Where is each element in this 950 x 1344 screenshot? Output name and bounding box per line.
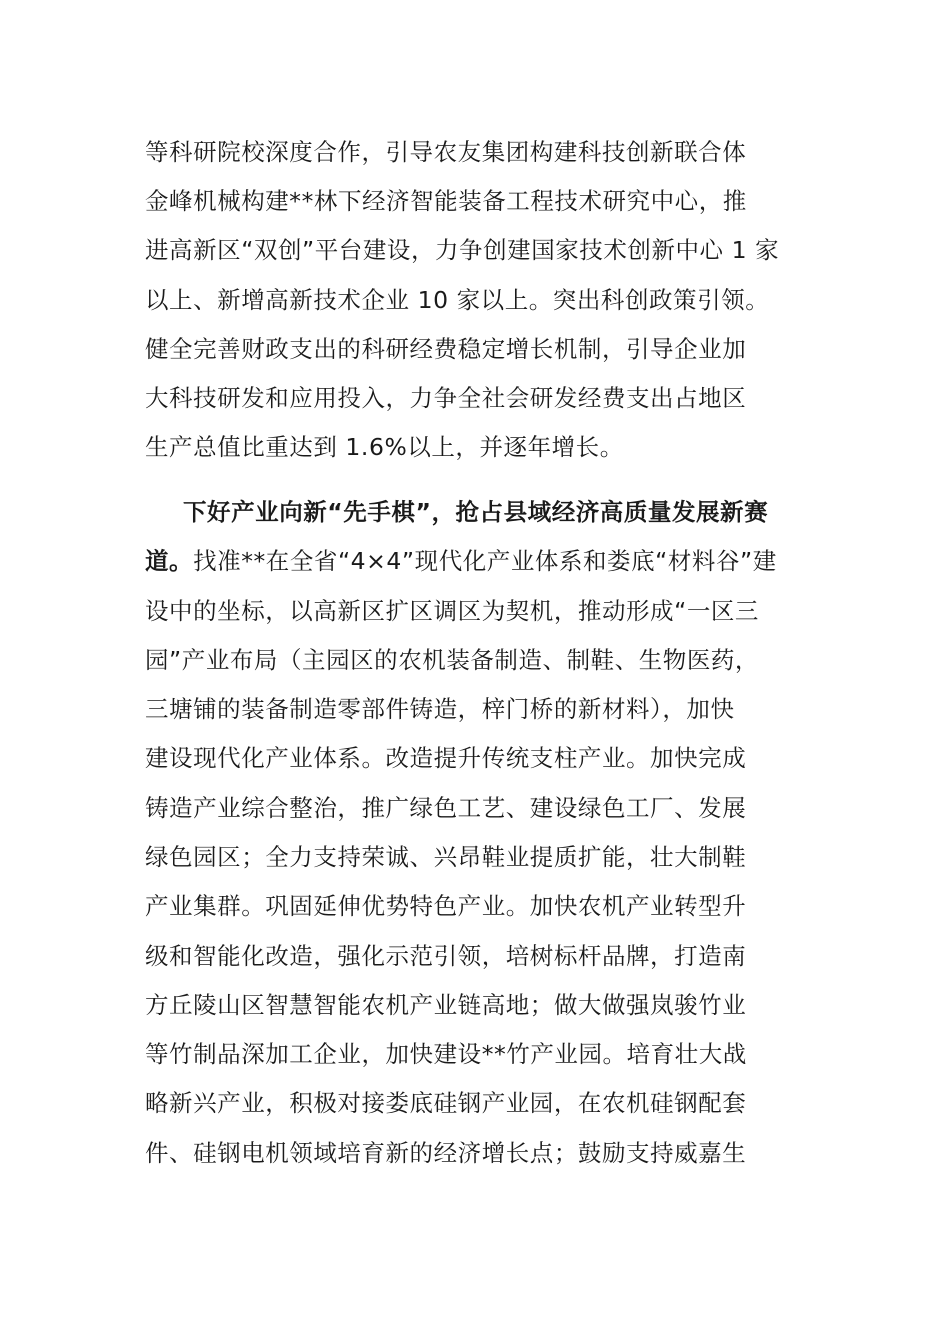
section-heading: 下好产业向新“先手棋”，抢占县域经济高质量发展新赛 (183, 498, 769, 526)
text-line: 金峰机械构建**林下经济智能装备工程技术研究中心，推 (145, 187, 747, 215)
text-line: 略新兴产业，积极对接娄底硅钢产业园，在农机硅钢配套 (145, 1089, 747, 1117)
text-line: 方丘陵山区智慧智能农机产业链高地；做大做强岚骏竹业 (145, 991, 747, 1019)
text-span: 找准**在全省“4×4”现代化产业体系和娄底“材料谷”建 (193, 547, 777, 575)
text-line: 建设现代化产业体系。改造提升传统支柱产业。加快完成 (145, 744, 747, 772)
text-line: 进高新区“双创”平台建设，力争创建国家技术创新中心 1 家 (145, 236, 780, 264)
text-line: 以上、新增高新技术企业 10 家以上。突出科创政策引领。 (145, 286, 770, 314)
section-heading-end: 道。 (145, 547, 194, 575)
text-line: 等竹制品深加工企业，加快建设**竹产业园。培育壮大战 (145, 1040, 747, 1068)
text-line: 铸造产业综合整治，推广绿色工艺、建设绿色工厂、发展 (145, 794, 747, 822)
text-line: 三塘铺的装备制造零部件铸造，梓门桥的新材料），加快 (145, 695, 735, 723)
text-line: 生产总值比重达到 1.6%以上，并逐年增长。 (145, 433, 624, 461)
text-line: 设中的坐标，以高新区扩区调区为契机，推动形成“一区三 (145, 597, 759, 625)
text-line (145, 545, 807, 577)
text-line: 绿色园区；全力支持荣诚、兴昂鞋业提质扩能，壮大制鞋 (145, 843, 747, 871)
text-line: 大科技研发和应用投入，力争全社会研发经费支出占地区 (145, 384, 747, 412)
text-line: 级和智能化改造，强化示范引领，培树标杆品牌，打造南 (145, 942, 747, 970)
text-line: 园”产业布局（主园区的农机装备制造、制鞋、生物医药， (145, 646, 759, 674)
text-line: 等科研院校深度合作，引导农友集团构建科技创新联合体 (145, 138, 747, 166)
text-line: 件、硅钢电机领域培育新的经济增长点；鼓励支持威嘉生 (145, 1139, 747, 1167)
text-line: 产业集群。巩固延伸优势特色产业。加快农机产业转型升 (145, 892, 747, 920)
text-line: 健全完善财政支出的科研经费稳定增长机制，引导企业加 (145, 335, 747, 363)
